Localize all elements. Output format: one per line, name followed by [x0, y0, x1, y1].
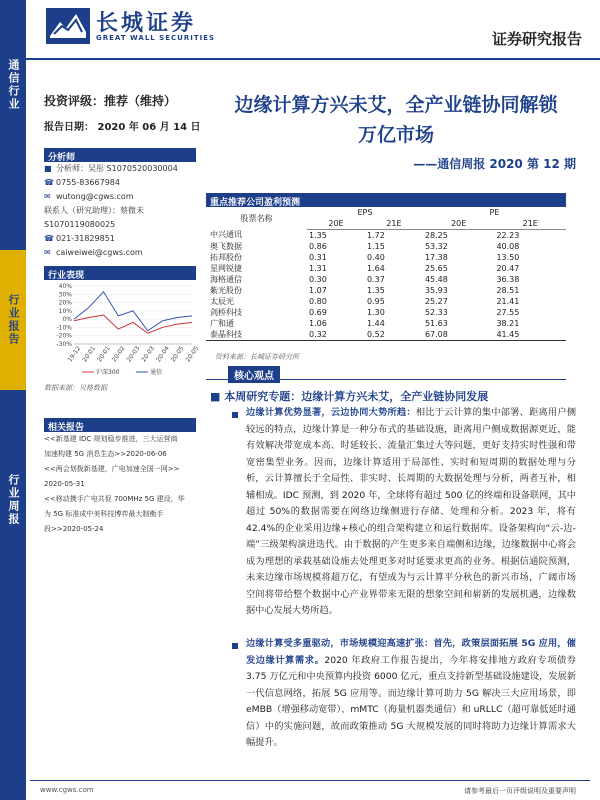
x-tick-label: 20-05 — [184, 345, 201, 364]
footer-disclaimer: 请参考最后一页评级说明及重要声明 — [464, 787, 576, 795]
table-row — [206, 318, 566, 329]
value-cell: 0.31 — [309, 252, 327, 262]
forecast-table-heading: 重点推荐公司盈利预测 — [206, 193, 566, 207]
stock-name-cell: 剑桥科技 — [210, 307, 242, 317]
analyst-heading: 分析师 — [44, 148, 196, 162]
value-cell: 0.32 — [307, 329, 365, 341]
analyst-line: 联系人（研究助理）：蔡微未 — [44, 206, 144, 215]
title-line-1: 边缘计算方兴未艾，全产业链协同解锁 — [234, 94, 558, 116]
value-cell: 1.15 — [366, 241, 385, 251]
y-tick-label: 20% — [58, 299, 72, 307]
related-report-line[interactable]: 加速构建 5G 消息生态>>2020-06-06 — [44, 450, 167, 458]
trend-source: 数据来源：贝格数据 — [44, 384, 107, 392]
y-tick-label: 30% — [58, 291, 72, 299]
value-cell: 1.35 — [309, 230, 327, 240]
email-icon: ✉ — [44, 248, 51, 257]
col-pe: PE — [489, 208, 500, 217]
col-stock-name: 股票名称 — [240, 213, 273, 223]
core-view-tab: 核心观点 — [228, 366, 280, 383]
value-cell: 0.69 — [309, 307, 327, 317]
report-subtitle: ——通信周报 2020 第 12 期 — [413, 157, 576, 171]
analyst-line: ☎ 0755-83667984 — [44, 178, 120, 187]
stock-name-cell: 星网锐捷 — [210, 263, 242, 273]
x-tick-label: 20-01 — [81, 345, 98, 364]
table-row — [206, 229, 566, 241]
logo-english: GREAT WALL SECURITIES — [96, 34, 216, 42]
y-tick-label: 0% — [62, 316, 72, 324]
value-cell: 0.37 — [366, 274, 385, 284]
value-cell: 1.64 — [366, 263, 385, 273]
value-cell: 25.65 — [424, 263, 448, 273]
related-heading: 相关报告 — [44, 418, 196, 432]
y-tick-label: -20% — [56, 332, 72, 340]
analyst-line: ■ 分析师：吴彤 S1070520030004 — [44, 164, 178, 173]
value-cell: 0.80 — [309, 296, 327, 306]
investment-rating: 投资评级：推荐（维持） — [44, 94, 177, 108]
table-source: 资料来源：长城证券研究所 — [215, 353, 299, 361]
related-report-line[interactable]: <<移动携手广电共促 700MHz 5G 建设，华 — [44, 495, 185, 503]
core-view-header — [206, 366, 566, 380]
legend-label: 通信 — [150, 369, 163, 376]
value-cell: 13.50 — [496, 252, 520, 262]
trend-heading: 行业表现 — [44, 266, 196, 280]
value-cell: 0.86 — [309, 241, 327, 251]
related-report-line[interactable]: 2020-05-31 — [44, 480, 85, 488]
value-cell: 38.21 — [496, 318, 520, 328]
value-cell: 41.45 — [494, 329, 566, 341]
related-report-line[interactable]: <<两会划拨新基建，广电加速全国一网>> — [44, 465, 180, 473]
value-cell: 17.38 — [424, 252, 448, 262]
report-type: 证券研究报告 — [491, 30, 582, 48]
industry-trend-section — [44, 266, 201, 384]
stock-name-cell: 泰晶科技 — [206, 329, 307, 341]
value-cell: 40.08 — [496, 241, 520, 251]
y-tick-label: 40% — [58, 283, 72, 290]
value-cell: 0.40 — [366, 252, 385, 262]
value-cell: 1.44 — [366, 318, 385, 328]
email-icon: ✉ — [44, 192, 51, 201]
related-report-line[interactable]: 段>>2020-05-24 — [44, 525, 104, 533]
value-cell: 1.07 — [309, 285, 327, 295]
sidebar-label-industry: 通信行业 — [7, 59, 20, 111]
value-cell: 52.33 — [424, 307, 448, 317]
phone-icon: ☎ — [44, 178, 54, 187]
y-tick-label: -10% — [56, 324, 72, 332]
bullet-icon — [232, 643, 238, 649]
value-cell: 21.41 — [496, 296, 520, 306]
analyst-line: ☎ 021-31829851 — [44, 234, 115, 243]
table-row — [206, 296, 566, 307]
value-cell: 36.38 — [496, 274, 520, 284]
table-row — [206, 274, 566, 285]
analyst-line: S1070119080025 — [44, 220, 116, 229]
person-icon: ■ — [44, 164, 52, 173]
col-year: 20E — [423, 218, 495, 229]
col-year: 20E — [307, 218, 365, 229]
trend-line-chart — [44, 280, 201, 380]
table-row — [206, 285, 566, 296]
forecast-table — [206, 207, 566, 341]
value-cell: 0.30 — [309, 274, 327, 284]
value-cell: 1.35 — [366, 285, 385, 295]
stock-name-cell: 奥飞数据 — [210, 241, 242, 251]
value-cell: 28.51 — [496, 285, 520, 295]
x-tick-label: 20-02 — [110, 345, 127, 364]
x-tick-label: 20-04 — [155, 345, 171, 364]
x-tick-label: 19-12 — [66, 345, 83, 364]
value-cell: 0.52 — [365, 329, 423, 341]
table-row — [206, 252, 566, 263]
value-cell: 27.55 — [496, 307, 520, 317]
analyst-line[interactable]: ✉ wutong@cgws.com — [44, 192, 134, 201]
value-cell: 1.06 — [309, 318, 327, 328]
related-reports-section — [44, 418, 196, 537]
great-wall-logo-icon — [46, 8, 90, 44]
footer-url[interactable]: www.cgws.com — [40, 786, 94, 794]
analyst-line[interactable]: ✉ caiweiwei@cgws.com — [44, 248, 143, 257]
value-cell: 20.47 — [496, 263, 520, 273]
phone-icon: ☎ — [44, 234, 54, 243]
core-view-title: ■ 本周研究专题：边缘计算方兴未艾，全产业链协同发展 — [210, 390, 489, 403]
stock-name-cell: 海格通信 — [210, 274, 242, 284]
related-report-line[interactable]: <<新基建 IDC 规划稳步推进，三大运营商 — [44, 435, 178, 443]
col-year: 21E — [365, 218, 423, 229]
paragraph-2: 边缘计算受多重驱动，市场规模迎高速扩张：首先，政策层面拓展 5G 应用，催发边缘计算需求。2020 年政府工作报告提出，今年将安排地方政府专项债券 3.75 万亿元和中央预算内投资 6000 亿元，重点支持新型基础设施建设，发展新一代信息网络，拓展 5G 应用等。而边缘计算可助力 5G 解决三大应用场景，即 eMBB（增强移动宽带）、mMTC（海量机器类通信）和 uRLLC（超可靠低延时通信）中的实施问题，故而政策推动 5G 大规模发展的同时将助力边缘计算需求大幅提升。 — [246, 638, 576, 748]
sidebar-label-weekly: 行业周报 — [7, 474, 20, 526]
stock-name-cell: 中兴通讯 — [210, 230, 242, 240]
legend-label: 沪深300 — [96, 369, 120, 376]
stock-name-cell: 紫光股份 — [210, 285, 242, 295]
report-title — [196, 90, 596, 150]
footer-divider — [30, 780, 590, 781]
stock-name-cell: 广和通 — [210, 318, 234, 328]
report-date: 报告日期： 2020 年 06 月 14 日 — [44, 122, 201, 133]
table-row — [206, 263, 566, 274]
bullet-icon — [232, 412, 238, 418]
y-tick-label: 10% — [58, 307, 72, 315]
y-tick-label: -30% — [56, 341, 72, 348]
x-tick-label: 20-03 — [125, 345, 142, 364]
related-report-line[interactable]: 为 5G 标准成中美科技博弈最大制衡手 — [44, 510, 164, 518]
value-cell: 35.93 — [424, 285, 448, 295]
forecast-table-section — [206, 193, 566, 341]
col-year: 21E — [494, 218, 566, 229]
title-line-2: 万亿市场 — [357, 124, 434, 146]
paragraph-1: 边缘计算优势显著，云边协同大势所趋：相比于云计算的集中部署、距离用户侧较远的特点，边缘计算是一种分布式的基础设施，距离用户侧成数据源更近，能有效解决带宽成本高、时延较长、流量汇集过大等问题，更好支持实时性强和带宽密集型业务。因而，边缘计算适用于局部性、实时和短周期的数据处理与分析，云计算擅长于全局性、非实时、长周期的大数据处理与分析，两者互补，相辅相成。IDC 预测，到 2020 年，全球将有超过 500 亿的终端和设备联网，其中超过 50%的数据需要在网络边缘侧进行存储、处理和分析。2023 年，将有 42.4%的企业采用边缘+核心的组合架构建立和运行数据库。设备架构向“云-边-端”三级架构演进迭代。由于数据的产生更多来自端侧和边缘，边缘数据中心将会成为理想的承载基础设施去处理更多对时延要求更高的业务。根据信通院预测，未来边缘市场规模将超万亿，有望成为与云计算平分秋色的新兴市场，广阔市场空间将带给整个数据中心产业界带来无限的想象空间和崭新的发展机遇，边缘数据中心发展大势所趋。 — [246, 407, 577, 616]
x-tick-label: 20-03 — [140, 345, 157, 364]
value-cell: 28.25 — [424, 230, 448, 240]
col-eps: EPS — [357, 208, 373, 217]
value-cell: 0.95 — [366, 296, 385, 306]
value-cell: 25.27 — [424, 296, 448, 306]
logo-text: 长城证券 — [96, 11, 197, 36]
sidebar-label-report: 行业报告 — [0, 250, 26, 390]
value-cell: 53.32 — [424, 241, 448, 251]
value-cell: 1.30 — [366, 307, 385, 317]
value-cell: 1.72 — [366, 230, 385, 240]
table-row — [206, 307, 566, 318]
table-row — [206, 329, 566, 341]
value-cell: 22.23 — [496, 230, 520, 240]
x-tick-label: 20-01 — [96, 345, 112, 364]
analyst-section — [44, 148, 196, 260]
x-tick-label: 20-05 — [169, 345, 186, 364]
stock-name-cell: 太辰光 — [210, 296, 234, 306]
value-cell: 51.63 — [424, 318, 448, 328]
value-cell: 67.08 — [423, 329, 495, 341]
table-row — [206, 241, 566, 252]
value-cell: 1.31 — [309, 263, 327, 273]
value-cell: 45.48 — [424, 274, 448, 284]
stock-name-cell: 拓邦股份 — [210, 252, 242, 262]
